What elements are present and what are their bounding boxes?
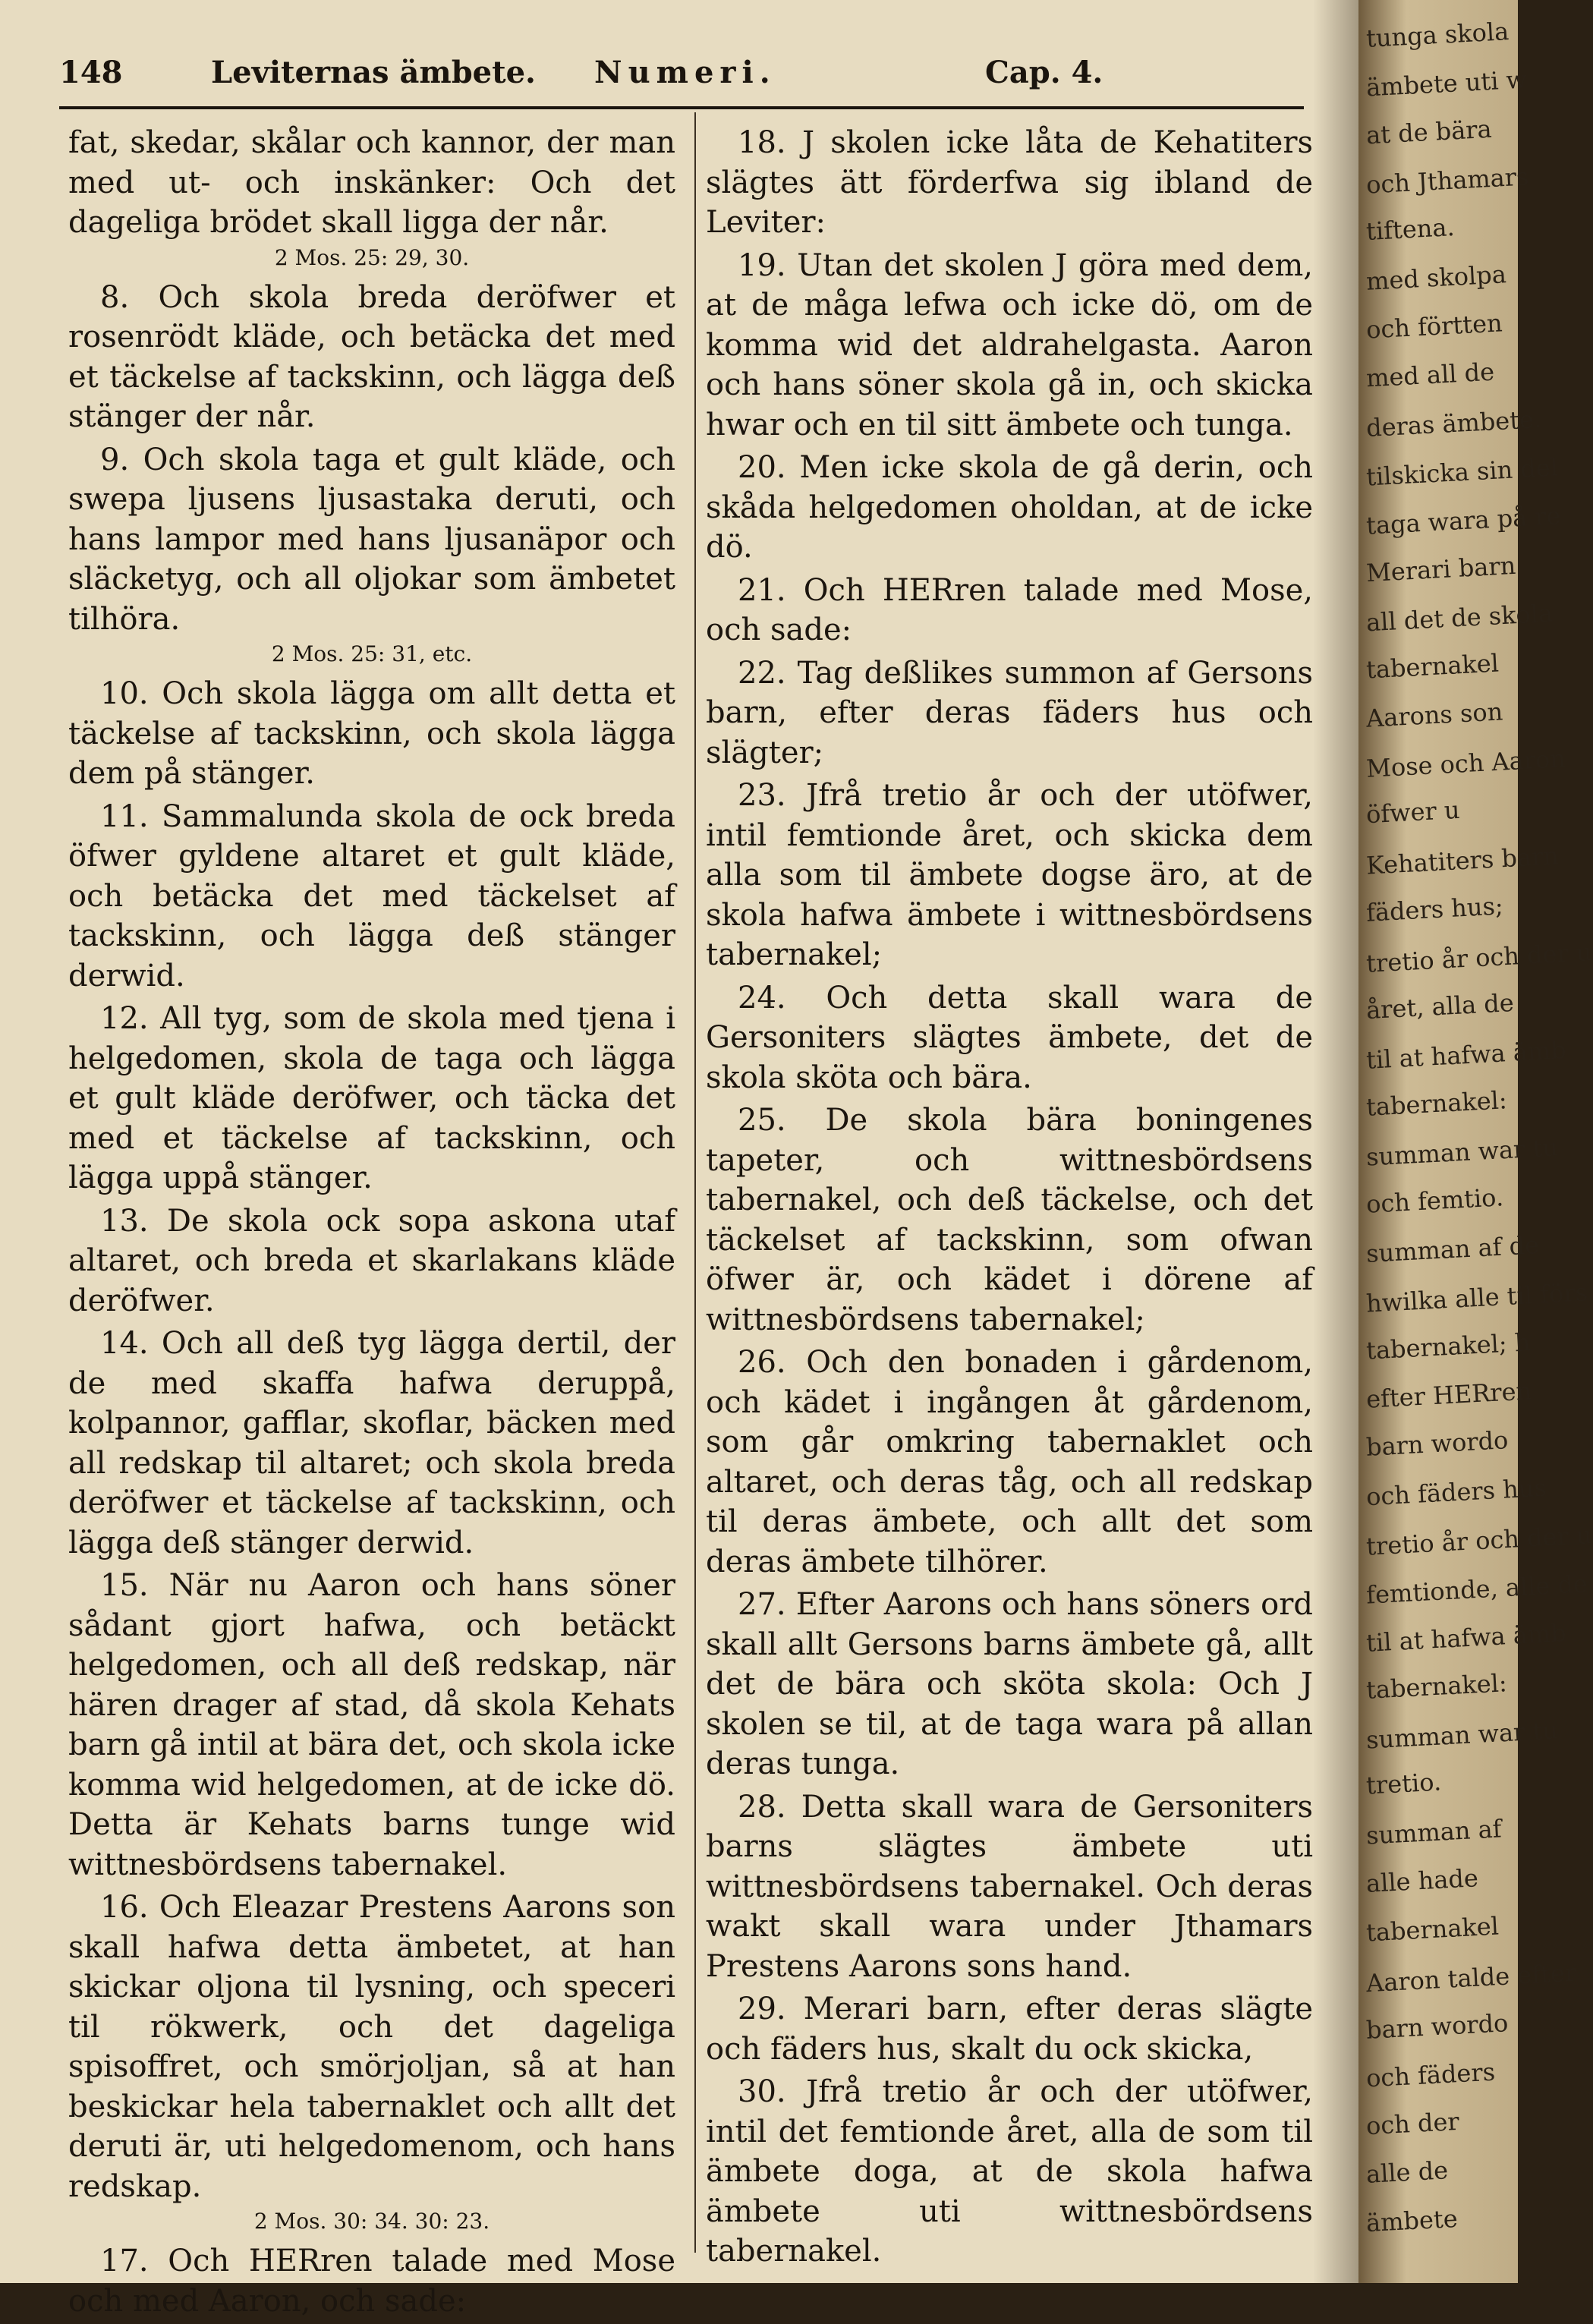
verse-19: 19. Utan det skolen J göra med dem, at de måga lefwa och icke dö, om de komma wid det aldrahelgasta. Aaron och hans söner skola gå in, och skicka hwar och en til sitt ämbete och tunga. <box>706 247 1313 442</box>
left-column <box>68 123 675 2324</box>
facing-page-text-fragment: med skolpa <box>1365 260 1507 296</box>
facing-page-text-fragment: tretio år och der u <box>1365 937 1593 978</box>
verse-7-continuation: fat, skedar, skålar och kannor, der man med ut- och inskänker: Och det dageliga brödet skall ligga der når. <box>68 125 675 240</box>
facing-page-text-fragment: Kehatiters barn <box>1365 841 1560 880</box>
verse-12: 12. All tyg, som de skola med tjena i helgedomen, skola de taga och lägga et gult kläde deröfwer, och täcka det med et täckelse af tackskinn, och lägga uppå stänger. <box>68 1001 675 1195</box>
verse-15: 15. När nu Aaron och hans söner sådant gjort hafwa, och betäckt helgedomen, och all deß redskap, när hären drager af stad, då skola Kehats barn gå intil at bära det, och skola icke komma wid helgedomen, at de icke dö. Detta är Kehats barns tunge wid wittnesbördsens tabernakel. <box>68 1568 675 1882</box>
verse-28: 28. Detta skall wara de Gersoniters barns slägtes ämbete uti wittnesbördsens tabernakel. Och deras wakt skall wara under Jthamars Prestens Aarons sons hand. <box>706 1789 1313 1984</box>
facing-page-text-fragment: til at hafwa ämb <box>1365 1035 1567 1075</box>
facing-page-text-fragment: barn wordo <box>1365 2008 1510 2045</box>
facing-page-text-fragment: tabernakel; h <box>1365 1327 1532 1365</box>
facing-page-text-fragment: Aaron talde efter <box>1365 1957 1577 1998</box>
gutter-shadow <box>1313 0 1358 2283</box>
column-divider <box>694 112 696 2253</box>
facing-page-text-fragment: summan af <box>1365 1814 1503 1850</box>
verse-16: 16. Och Eleazar Prestens Aarons son skall hafwa detta ämbetet, at han skickar oljona til lysning, och speceri til rökwerk, och det dageliga spisoffret, och smörjoljan, så at han beskickar hela tabernaklet och allt det deruti är, uti helgedomenom, och hans redskap. <box>68 1890 675 2204</box>
facing-page-text-fragment: efter HERren <box>1365 1376 1533 1414</box>
facing-page-text-fragment: summan war tu <box>1365 1715 1559 1755</box>
verse-30: 30. Jfrå tretio år och der utöfwer, intil det femtionde året, alla de som til ämbete doga, at de skola hafwa ämbete uti wittnesbördsens tabernakel. <box>706 2074 1313 2269</box>
verse-25: 25. De skola bära boningenes tapeter, och wittnesbördsens tabernakel, och deß täckelse, och det täckelset af tackskinn, som ofwan öfwer är, och kädet i dörene af wittnesbördsens tabernakel; <box>706 1103 1313 1337</box>
page-number: 148 <box>59 55 123 90</box>
verse-11: 11. Sammalunda skola de ock breda öfwer gyldene altaret et gult kläde, och betäcka det med täckelset af tackskinn, och lägga deß stänger derwid. <box>68 798 675 994</box>
facing-page-text-fragment: och femtio. <box>1365 1182 1504 1219</box>
facing-page-text-fragment: deras ämbete. <box>1365 404 1543 443</box>
verse-26: 26. Och den bonaden i gårdenom, och kädet i ingången åt gårdenom, som går omkring tabernaklet och altaret, och deras tåg, och all redskap til deras ämbete, och allt det som deras ämbete tilhörer. <box>706 1345 1313 1579</box>
facing-page-text-fragment: summan war tu <box>1365 1132 1559 1172</box>
chapter-label: Cap. 4. <box>985 55 1103 90</box>
facing-page-text-fragment: öfwer u <box>1365 795 1461 830</box>
verse-21: 21. Och HERren talade med Mose, och sade: <box>706 572 1313 647</box>
facing-page-text-fragment: och fäders <box>1365 2057 1496 2093</box>
verse-13: 13. De skola ock sopa askona utaf altaret, och breda et skarlakans kläde deröfwer. <box>68 1203 675 1318</box>
verse-17: 17. Och HERren talade med Mose och med Aaron, och sade: <box>68 2244 675 2319</box>
facing-page-text-fragment: tretio. <box>1365 1767 1442 1800</box>
facing-page-text-fragment: at de bära <box>1365 114 1493 150</box>
verse-27: 27. Efter Aarons och hans söners ord skall allt Gersons barns ämbete gå, allt det de bära och sköta skola: Och J skolen se til, at de taga wara på allan deras tunga. <box>706 1587 1313 1781</box>
facing-page-text-fragment: tretio år och der u <box>1365 1520 1593 1561</box>
facing-page-text-fragment: til at hafwa ämb <box>1365 1618 1567 1658</box>
running-header <box>59 55 1304 103</box>
facing-page-text-fragment: alle de <box>1365 2156 1449 2189</box>
facing-page-text-fragment: tabernakel: <box>1365 1668 1508 1705</box>
facing-page-text-fragment: barn wordo <box>1365 1425 1510 1462</box>
right-column <box>706 123 1313 2275</box>
facing-page-text-fragment: och der <box>1365 2106 1460 2141</box>
facing-page-text-fragment: tabernakel <box>1365 648 1500 685</box>
facing-page-text-fragment: taga wara på re <box>1365 501 1562 540</box>
verse-20: 20. Men icke skola de gå derin, och skåda helgedomen oholdan, at de icke dö. <box>706 450 1313 565</box>
facing-page-edge <box>1358 0 1593 2283</box>
facing-page-text-fragment: och förtten <box>1365 308 1503 345</box>
cross-reference: 2 Mos. 25: 31, etc. <box>271 641 473 666</box>
facing-page-text-fragment: ämbete uti w <box>1365 65 1528 102</box>
section-title: Leviternas ämbete. <box>211 55 536 90</box>
facing-page-text-fragment: hwilka alle til förs <box>1365 1277 1588 1318</box>
facing-page-text-fragment: femtionde, alle de <box>1365 1569 1588 1610</box>
facing-page-text-fragment: Merari barn <box>1365 550 1517 588</box>
facing-page-text-fragment: tabernakel: <box>1365 1085 1508 1122</box>
facing-page-text-fragment: tiftena. <box>1365 212 1456 247</box>
facing-page-text-fragment: tunga skola <box>1365 17 1510 53</box>
facing-page-text-fragment: ämbete <box>1365 2203 1459 2238</box>
facing-page-text-fragment: summan af de <box>1365 1230 1540 1268</box>
facing-page-text-fragment: all det de skola <box>1365 598 1554 638</box>
verse-23: 23. Jfrå tretio år och der utöfwer, intil femtionde året, och skicka dem alla som til ämbete dogse äro, at de skola hafwa ämbete i wittnesbördsens tabernakel; <box>706 778 1313 972</box>
facing-page-text-fragment: Aarons son <box>1365 697 1504 733</box>
book-title: Numeri. <box>594 55 776 90</box>
cross-reference: 2 Mos. 25: 29, 30. <box>274 244 470 270</box>
cross-reference: 2 Mos. 30: 34. 30: 23. <box>253 2209 490 2234</box>
facing-page-text-fragment: Mose och Aaron <box>1365 744 1566 783</box>
facing-page-text-fragment: med all de <box>1365 357 1495 393</box>
facing-page-text-fragment: alle hade <box>1365 1863 1479 1898</box>
facing-page-text-fragment: tilskicka sin del <box>1365 452 1559 492</box>
facing-page-text-fragment: året, alla de <box>1365 987 1515 1025</box>
facing-page-text-fragment: och Jthamars <box>1365 162 1530 200</box>
verse-29: 29. Merari barn, efter deras slägte och fäders hus, skalt du ock skicka, <box>706 1992 1313 2067</box>
verse-18: 18. J skolen icke låta de Kehatiters slägtes ätt förderfwa sig ibland de Leviter: <box>706 125 1313 240</box>
verse-9: 9. Och skola taga et gult kläde, och swepa ljusens ljusastaka deruti, och hans lampor med hans ljusanäpor och släcketyg, och all oljokar som ämbetet tilhöra. <box>68 442 675 637</box>
verse-14: 14. Och all deß tyg lägga dertil, der de med skaffa hafwa deruppå, kolpannor, gafflar, skoflar, bäcken med all redskap til altaret; och skola breda deröfwer et täckelse af tackskinn, och lägga deß stänger derwid. <box>68 1326 675 1560</box>
verse-8: 8. Och skola breda deröfwer et rosenrödt kläde, och betäcka det med et täckelse af tackskinn, och lägga deß stänger der når. <box>68 279 675 434</box>
verse-24: 24. Och detta skall wara de Gersoniters slägtes ämbete, det de skola sköta och bära. <box>706 980 1313 1095</box>
facing-page-text-fragment: och fäders hus <box>1365 1472 1547 1512</box>
facing-page-text-fragment: fäders hus; <box>1365 891 1504 927</box>
facing-page-text-fragment: tabernakel <box>1365 1911 1500 1948</box>
verse-22: 22. Tag deßlikes summon af Gersons barn, efter deras fäders hus och slägter; <box>706 655 1313 770</box>
header-rule <box>59 106 1304 109</box>
verse-10: 10. Och skola lägga om allt detta et täckelse af tackskinn, och skola lägga dem på stänger. <box>68 676 675 791</box>
